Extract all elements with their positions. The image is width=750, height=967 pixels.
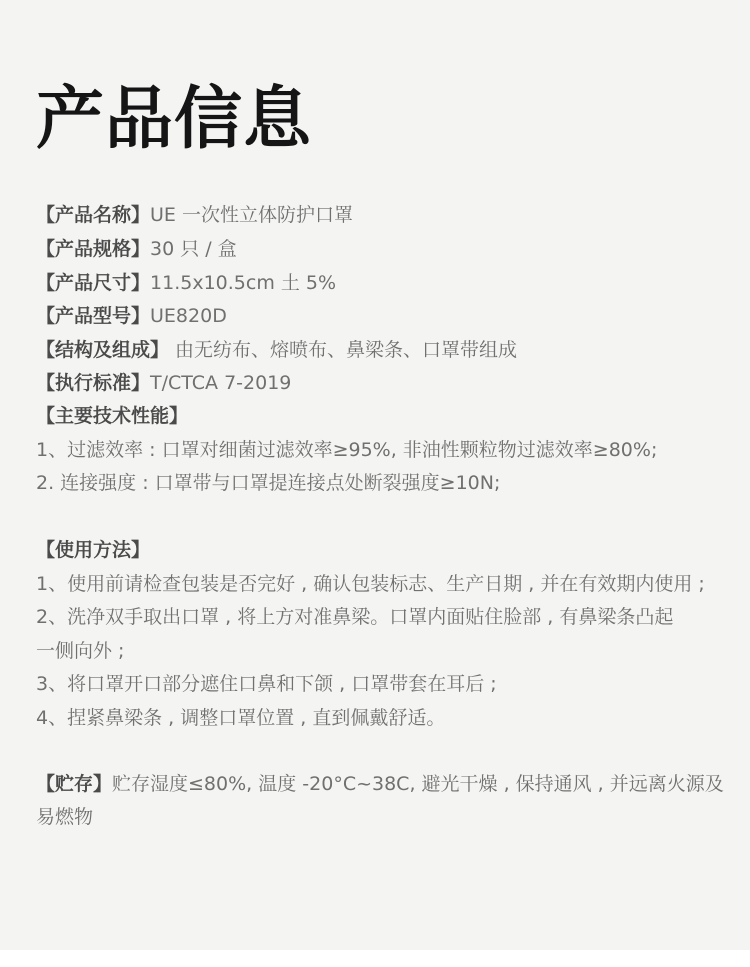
usage-step [36,602,673,632]
storage-label: 【贮存】 [36,773,113,795]
storage-value: 贮存湿度≤80%, 温度 -20°C~38C, 避光干燥 , 保持通风 , 并远离火源及 [112,773,724,795]
spec-line-size-pack [36,234,237,264]
spec-line-name [36,200,353,230]
spec-label: 【执行标准】 [36,372,151,394]
spec-value: UE 一次性立体防护口罩 [150,204,353,226]
page-title: 产品信息 [36,80,313,159]
usage-step [36,569,705,599]
storage-line [36,769,724,799]
usage-heading [36,535,150,565]
performance-text: 2. 连接强度 : 口罩带与口罩提连接点处断裂强度≥10N; [36,472,501,494]
spec-value: T/CTCA 7-2019 [150,372,292,394]
usage-text: 2、洗净双手取出口罩 , 将上方对准鼻梁。口罩内面贴住脸部 , 有鼻梁条凸起 [36,606,674,628]
spec-value: 11.5x10.5cm 土 5% [150,272,337,294]
performance-item [36,435,657,465]
spec-line-dimensions [36,268,336,298]
storage-line-continuation [36,802,93,832]
usage-text: 3、将口罩开口部分遮住口鼻和下颌 , 口罩带套在耳后 ; [36,673,497,695]
usage-step [36,703,445,733]
spec-value: 30 只 / 盒 [150,238,237,260]
performance-text: 1、过滤效率 : 口罩对细菌过滤效率≥95%, 非油性颗粒物过滤效率≥80%; [36,439,658,461]
spec-label: 【产品尺寸】 [36,272,151,294]
section-heading: 【使用方法】 [36,539,151,561]
spec-label: 【结构及组成】 [36,339,170,361]
spec-label: 【产品型号】 [36,305,151,327]
usage-text: 4、捏紧鼻梁条 , 调整口罩位置 , 直到佩戴舒适。 [36,707,446,729]
performance-item [36,468,500,498]
spec-label: 【产品名称】 [36,204,151,226]
spec-value: 由无纺布、熔喷布、鼻梁条、口罩带组成 [169,339,518,361]
spec-line-model [36,301,227,331]
spec-label: 【产品规格】 [36,238,151,260]
usage-text: 一侧向外 ; [36,640,125,662]
storage-continuation: 易燃物 [36,806,94,828]
performance-heading [36,401,188,431]
section-heading: 【主要技术性能】 [36,405,189,427]
spec-value: UE820D [150,305,227,327]
spec-line-structure [36,335,517,365]
spec-line-standard [36,368,291,398]
usage-step [36,669,497,699]
usage-step-continuation [36,636,124,666]
usage-text: 1、使用前请检查包装是否完好 , 确认包装标志、生产日期 , 并在有效期内使用 ; [36,573,705,595]
